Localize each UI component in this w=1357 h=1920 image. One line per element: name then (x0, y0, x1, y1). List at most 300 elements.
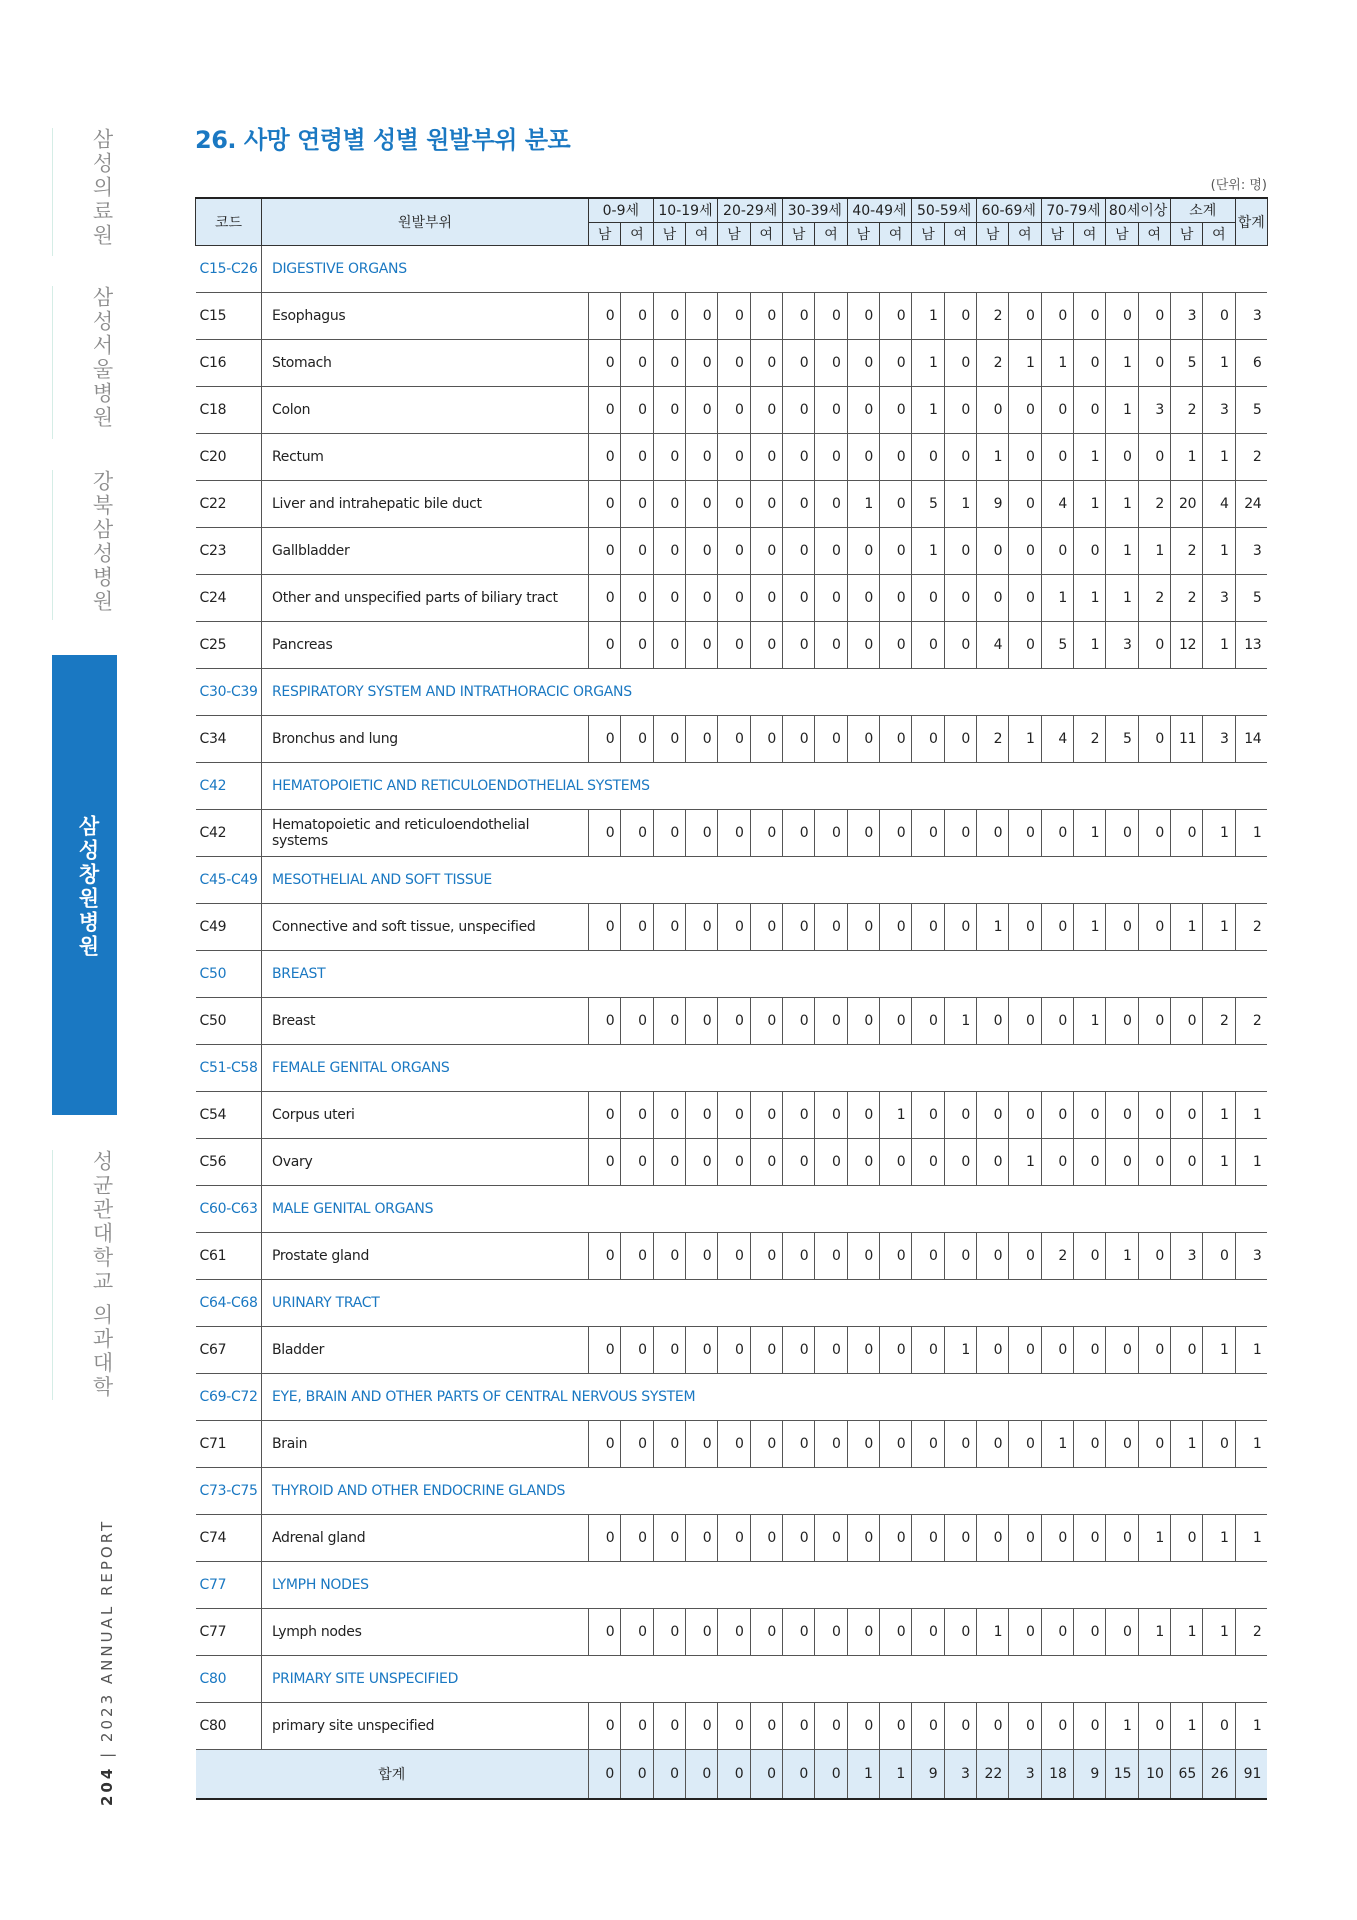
group-row (196, 246, 1268, 293)
value-cell: 0 (912, 1515, 944, 1562)
value-cell: 0 (589, 622, 621, 669)
header-age-group: 0-9세 (589, 198, 654, 222)
row-code: C74 (196, 1515, 262, 1562)
value-cell: 0 (912, 1703, 944, 1750)
value-cell: 0 (1041, 434, 1073, 481)
value-cell: 0 (589, 481, 621, 528)
value-cell: 0 (589, 1233, 621, 1280)
value-cell: 0 (1009, 387, 1041, 434)
table-row (196, 340, 1268, 387)
value-cell: 3 (1235, 528, 1267, 575)
value-cell: 0 (815, 904, 847, 951)
side-tab-label: 삼성서울병원 (90, 286, 114, 430)
table-row (196, 1515, 1268, 1562)
total-value-cell: 15 (1106, 1750, 1138, 1800)
value-cell: 0 (686, 387, 718, 434)
value-cell: 0 (847, 1139, 879, 1186)
value-cell: 0 (621, 387, 653, 434)
value-cell: 0 (1041, 1327, 1073, 1374)
value-cell: 0 (686, 716, 718, 763)
value-cell: 0 (1073, 1327, 1105, 1374)
row-code: C15 (196, 293, 262, 340)
value-cell: 0 (1009, 1327, 1041, 1374)
value-cell: 0 (782, 387, 814, 434)
value-cell: 0 (944, 1139, 976, 1186)
value-cell: 0 (653, 1703, 685, 1750)
value-cell: 0 (589, 1421, 621, 1468)
value-cell: 0 (879, 904, 911, 951)
value-cell: 0 (621, 340, 653, 387)
value-cell: 0 (782, 1327, 814, 1374)
value-cell: 0 (589, 293, 621, 340)
value-cell: 0 (944, 1233, 976, 1280)
value-cell: 0 (589, 1092, 621, 1139)
page-title: 26. 사망 연령별 성별 원발부위 분포 (195, 126, 571, 154)
value-cell: 0 (847, 1703, 879, 1750)
row-code: C56 (196, 1139, 262, 1186)
total-value-cell: 1 (847, 1750, 879, 1800)
value-cell: 2 (1235, 434, 1267, 481)
value-cell: 0 (1138, 810, 1170, 857)
value-cell: 0 (1009, 998, 1041, 1045)
value-cell: 0 (686, 998, 718, 1045)
value-cell: 0 (686, 434, 718, 481)
value-cell: 0 (1106, 293, 1138, 340)
value-cell: 1 (1170, 904, 1202, 951)
value-cell: 0 (815, 340, 847, 387)
value-cell: 1 (944, 481, 976, 528)
value-cell: 0 (815, 528, 847, 575)
value-cell: 0 (686, 622, 718, 669)
table-row (196, 998, 1268, 1045)
value-cell: 0 (944, 810, 976, 857)
value-cell: 3 (1106, 622, 1138, 669)
group-name: DIGESTIVE ORGANS (262, 246, 1268, 293)
value-cell: 0 (718, 1092, 750, 1139)
value-cell: 0 (1106, 1139, 1138, 1186)
row-code: C54 (196, 1092, 262, 1139)
value-cell: 0 (782, 1703, 814, 1750)
total-value-cell: 9 (912, 1750, 944, 1800)
value-cell: 1 (1073, 904, 1105, 951)
value-cell: 0 (686, 1139, 718, 1186)
page-number: 204 (98, 1765, 116, 1806)
value-cell: 0 (912, 1609, 944, 1656)
value-cell: 0 (621, 481, 653, 528)
value-cell: 0 (1009, 1421, 1041, 1468)
value-cell: 0 (589, 528, 621, 575)
header-row-age-groups (196, 198, 1268, 222)
value-cell: 1 (1106, 1703, 1138, 1750)
value-cell: 1 (1203, 1092, 1235, 1139)
value-cell: 0 (1073, 293, 1105, 340)
value-cell: 0 (718, 1233, 750, 1280)
row-code: C23 (196, 528, 262, 575)
value-cell: 0 (815, 293, 847, 340)
row-site-name: Bronchus and lung (262, 716, 589, 763)
value-cell: 0 (653, 810, 685, 857)
total-value-cell: 1 (879, 1750, 911, 1800)
row-code: C24 (196, 575, 262, 622)
table-row (196, 575, 1268, 622)
value-cell: 0 (686, 904, 718, 951)
value-cell: 0 (944, 340, 976, 387)
value-cell: 1 (1203, 340, 1235, 387)
value-cell: 0 (782, 1609, 814, 1656)
value-cell: 1 (912, 387, 944, 434)
side-tab-samsung-changwon-hospital[interactable] (52, 655, 117, 1115)
value-cell: 3 (1235, 1233, 1267, 1280)
value-cell: 1 (1138, 528, 1170, 575)
value-cell: 0 (847, 1092, 879, 1139)
value-cell: 2 (1138, 481, 1170, 528)
value-cell: 0 (847, 1421, 879, 1468)
value-cell: 0 (879, 434, 911, 481)
total-value-cell: 0 (750, 1750, 782, 1800)
group-name: LYMPH NODES (262, 1562, 1268, 1609)
value-cell: 0 (1138, 1139, 1170, 1186)
value-cell: 0 (653, 622, 685, 669)
value-cell: 3 (1170, 1233, 1202, 1280)
value-cell: 6 (1235, 340, 1267, 387)
value-cell: 1 (1170, 1609, 1202, 1656)
value-cell: 1 (1041, 575, 1073, 622)
total-value-cell: 0 (815, 1750, 847, 1800)
value-cell: 0 (1106, 904, 1138, 951)
value-cell: 0 (1170, 1139, 1202, 1186)
header-total: 합계 (1235, 198, 1267, 246)
value-cell: 0 (815, 1139, 847, 1186)
value-cell: 0 (653, 340, 685, 387)
value-cell: 3 (1170, 293, 1202, 340)
value-cell: 0 (815, 1703, 847, 1750)
value-cell: 0 (1138, 1421, 1170, 1468)
value-cell: 1 (1106, 387, 1138, 434)
value-cell: 0 (1203, 293, 1235, 340)
value-cell: 0 (621, 998, 653, 1045)
value-cell: 1 (847, 481, 879, 528)
total-value-cell: 0 (686, 1750, 718, 1800)
side-tab-label: 성균관대학교 의과대학 (90, 1150, 114, 1400)
value-cell: 2 (1073, 716, 1105, 763)
table-row (196, 904, 1268, 951)
value-cell: 0 (976, 1421, 1008, 1468)
value-cell: 0 (944, 716, 976, 763)
header-age-group: 소계 (1170, 198, 1235, 222)
value-cell: 0 (686, 340, 718, 387)
value-cell: 5 (1235, 575, 1267, 622)
value-cell: 1 (1073, 622, 1105, 669)
value-cell: 0 (847, 1515, 879, 1562)
value-cell: 0 (1138, 998, 1170, 1045)
value-cell: 0 (718, 528, 750, 575)
header-sex-male: 남 (1170, 222, 1202, 246)
value-cell: 1 (944, 998, 976, 1045)
value-cell: 0 (653, 1233, 685, 1280)
value-cell: 0 (912, 716, 944, 763)
value-cell: 0 (718, 1703, 750, 1750)
value-cell: 0 (653, 716, 685, 763)
header-sex-female: 여 (1073, 222, 1105, 246)
group-name: THYROID AND OTHER ENDOCRINE GLANDS (262, 1468, 1268, 1515)
value-cell: 0 (1009, 1092, 1041, 1139)
value-cell: 0 (653, 1609, 685, 1656)
value-cell: 3 (1203, 716, 1235, 763)
value-cell: 0 (847, 622, 879, 669)
value-cell: 0 (976, 1233, 1008, 1280)
group-name: HEMATOPOIETIC AND RETICULOENDOTHELIAL SYSTEMS (262, 763, 1268, 810)
value-cell: 0 (686, 1421, 718, 1468)
value-cell: 0 (750, 293, 782, 340)
value-cell: 0 (1041, 1515, 1073, 1562)
value-cell: 0 (621, 810, 653, 857)
row-code: C42 (196, 810, 262, 857)
row-code: C71 (196, 1421, 262, 1468)
value-cell: 1 (1235, 1139, 1267, 1186)
value-cell: 0 (621, 293, 653, 340)
group-name: MESOTHELIAL AND SOFT TISSUE (262, 857, 1268, 904)
row-code: C61 (196, 1233, 262, 1280)
header-site: 원발부위 (262, 198, 589, 246)
value-cell: 0 (912, 622, 944, 669)
value-cell: 1 (1235, 1092, 1267, 1139)
row-site-name: Ovary (262, 1139, 589, 1186)
value-cell: 0 (912, 1421, 944, 1468)
table-row (196, 1092, 1268, 1139)
total-label: 합계 (196, 1750, 589, 1800)
value-cell: 0 (750, 1609, 782, 1656)
value-cell: 0 (718, 387, 750, 434)
value-cell: 0 (621, 1327, 653, 1374)
value-cell: 9 (976, 481, 1008, 528)
value-cell: 0 (718, 481, 750, 528)
value-cell: 11 (1170, 716, 1202, 763)
row-site-name: primary site unspecified (262, 1703, 589, 1750)
value-cell: 1 (912, 528, 944, 575)
row-site-name: Esophagus (262, 293, 589, 340)
value-cell: 5 (1235, 387, 1267, 434)
value-cell: 0 (782, 1092, 814, 1139)
value-cell: 5 (1041, 622, 1073, 669)
value-cell: 0 (621, 1092, 653, 1139)
group-code: C51-C58 (196, 1045, 262, 1092)
value-cell: 0 (750, 340, 782, 387)
value-cell: 0 (1009, 293, 1041, 340)
value-cell: 0 (782, 622, 814, 669)
value-cell: 0 (718, 1139, 750, 1186)
value-cell: 0 (1073, 1515, 1105, 1562)
value-cell: 0 (976, 810, 1008, 857)
value-cell: 0 (718, 1515, 750, 1562)
row-site-name: Colon (262, 387, 589, 434)
value-cell: 0 (782, 1139, 814, 1186)
value-cell: 0 (1009, 810, 1041, 857)
value-cell: 0 (1138, 904, 1170, 951)
side-tab-skku-medicine[interactable] (52, 1150, 117, 1400)
table-row (196, 810, 1268, 857)
value-cell: 1 (1009, 716, 1041, 763)
value-cell: 0 (912, 1233, 944, 1280)
value-cell: 0 (1041, 1609, 1073, 1656)
value-cell: 0 (782, 998, 814, 1045)
data-table (195, 197, 1268, 1800)
value-cell: 0 (750, 528, 782, 575)
side-tab-kangbuk-samsung-hospital[interactable] (52, 470, 117, 620)
value-cell: 1 (1106, 481, 1138, 528)
value-cell: 1 (1203, 1139, 1235, 1186)
value-cell: 0 (750, 1703, 782, 1750)
value-cell: 0 (879, 387, 911, 434)
value-cell: 0 (1009, 1703, 1041, 1750)
value-cell: 0 (815, 716, 847, 763)
table-row (196, 1609, 1268, 1656)
value-cell: 0 (621, 716, 653, 763)
row-site-name: Brain (262, 1421, 589, 1468)
side-tab-bar (52, 286, 53, 439)
group-name: PRIMARY SITE UNSPECIFIED (262, 1656, 1268, 1703)
footer-separator: | (98, 1749, 116, 1758)
value-cell: 0 (1170, 998, 1202, 1045)
value-cell: 0 (782, 575, 814, 622)
value-cell: 0 (589, 998, 621, 1045)
value-cell: 2 (1138, 575, 1170, 622)
group-row (196, 1468, 1268, 1515)
row-site-name: Bladder (262, 1327, 589, 1374)
side-tab-samsung-seoul-hospital[interactable] (52, 286, 117, 439)
value-cell: 1 (1073, 481, 1105, 528)
group-code: C73-C75 (196, 1468, 262, 1515)
value-cell: 0 (912, 575, 944, 622)
value-cell: 0 (750, 622, 782, 669)
group-code: C50 (196, 951, 262, 998)
header-age-group: 70-79세 (1041, 198, 1106, 222)
value-cell: 0 (750, 904, 782, 951)
value-cell: 1 (1235, 1421, 1267, 1468)
row-code: C34 (196, 716, 262, 763)
side-tab-samsung-medical-center[interactable] (52, 128, 117, 256)
header-sex-male: 남 (1106, 222, 1138, 246)
value-cell: 0 (879, 575, 911, 622)
value-cell: 0 (1170, 1327, 1202, 1374)
value-cell: 0 (589, 1703, 621, 1750)
value-cell: 0 (847, 716, 879, 763)
value-cell: 0 (847, 528, 879, 575)
value-cell: 0 (912, 1139, 944, 1186)
group-row (196, 1045, 1268, 1092)
value-cell: 0 (1041, 998, 1073, 1045)
value-cell: 0 (1106, 434, 1138, 481)
group-row (196, 1186, 1268, 1233)
value-cell: 0 (621, 575, 653, 622)
row-code: C49 (196, 904, 262, 951)
value-cell: 0 (653, 998, 685, 1045)
row-site-name: Lymph nodes (262, 1609, 589, 1656)
value-cell: 0 (1041, 528, 1073, 575)
value-cell: 1 (1009, 340, 1041, 387)
value-cell: 2 (1170, 575, 1202, 622)
value-cell: 0 (750, 1139, 782, 1186)
row-site-name: Breast (262, 998, 589, 1045)
value-cell: 1 (1235, 1327, 1267, 1374)
header-sex-female: 여 (944, 222, 976, 246)
value-cell: 0 (879, 622, 911, 669)
value-cell: 0 (847, 1233, 879, 1280)
row-site-name: Stomach (262, 340, 589, 387)
value-cell: 0 (621, 1233, 653, 1280)
value-cell: 0 (879, 340, 911, 387)
table-body (196, 246, 1268, 1800)
value-cell: 0 (1138, 340, 1170, 387)
value-cell: 0 (750, 387, 782, 434)
value-cell: 0 (944, 1092, 976, 1139)
value-cell: 1 (976, 434, 1008, 481)
value-cell: 0 (686, 1515, 718, 1562)
header-age-group: 60-69세 (976, 198, 1041, 222)
value-cell: 20 (1170, 481, 1202, 528)
value-cell: 0 (944, 622, 976, 669)
value-cell: 0 (653, 293, 685, 340)
value-cell: 0 (879, 1421, 911, 1468)
header-sex-male: 남 (718, 222, 750, 246)
total-value-cell: 65 (1170, 1750, 1202, 1800)
value-cell: 0 (1073, 1609, 1105, 1656)
value-cell: 1 (1203, 810, 1235, 857)
value-cell: 0 (1009, 1515, 1041, 1562)
value-cell: 1 (944, 1327, 976, 1374)
value-cell: 0 (1041, 1092, 1073, 1139)
header-sex-male: 남 (653, 222, 685, 246)
value-cell: 0 (653, 1515, 685, 1562)
value-cell: 0 (1041, 904, 1073, 951)
value-cell: 4 (1041, 481, 1073, 528)
value-cell: 0 (879, 481, 911, 528)
value-cell: 1 (1203, 622, 1235, 669)
value-cell: 0 (718, 1421, 750, 1468)
value-cell: 0 (815, 1421, 847, 1468)
value-cell: 0 (976, 1515, 1008, 1562)
side-tab-bar (52, 128, 53, 256)
value-cell: 0 (879, 998, 911, 1045)
value-cell: 0 (686, 528, 718, 575)
value-cell: 0 (782, 340, 814, 387)
value-cell: 3 (1138, 387, 1170, 434)
value-cell: 0 (589, 810, 621, 857)
row-site-name: Liver and intrahepatic bile duct (262, 481, 589, 528)
header-sex-male: 남 (782, 222, 814, 246)
side-tab-bar (52, 470, 53, 620)
report-label: 2023 ANNUAL REPORT (98, 1518, 116, 1743)
value-cell: 0 (589, 1515, 621, 1562)
total-value-cell: 0 (621, 1750, 653, 1800)
value-cell: 0 (750, 998, 782, 1045)
value-cell: 0 (944, 293, 976, 340)
value-cell: 0 (815, 575, 847, 622)
value-cell: 1 (912, 293, 944, 340)
value-cell: 24 (1235, 481, 1267, 528)
value-cell: 0 (1009, 575, 1041, 622)
header-sex-female: 여 (686, 222, 718, 246)
value-cell: 0 (847, 575, 879, 622)
value-cell: 0 (589, 904, 621, 951)
value-cell: 1 (1138, 1609, 1170, 1656)
value-cell: 0 (879, 1233, 911, 1280)
value-cell: 2 (1235, 904, 1267, 951)
row-site-name: Prostate gland (262, 1233, 589, 1280)
row-site-name: Hematopoietic and reticuloendothelial systems (262, 810, 589, 857)
row-code: C67 (196, 1327, 262, 1374)
value-cell: 0 (815, 481, 847, 528)
value-cell: 0 (686, 1703, 718, 1750)
